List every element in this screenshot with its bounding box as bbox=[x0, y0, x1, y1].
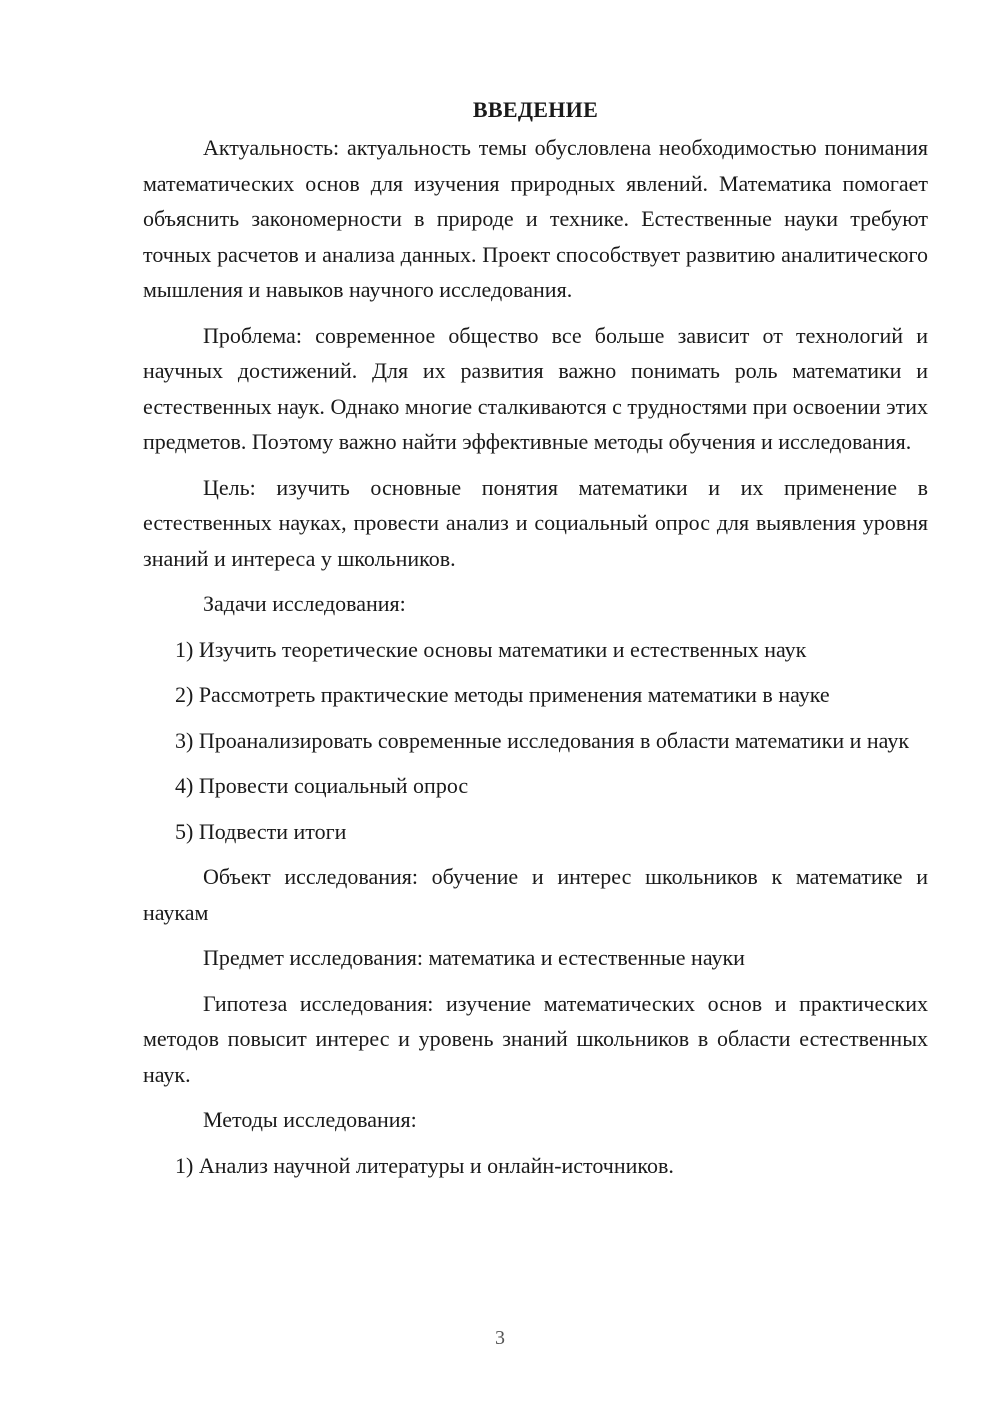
goal-paragraph: Цель: изучить основные понятия математики и их применение в естественных науках, провести анализ и социальный опрос для выявления уровня знаний и интереса у школьников. bbox=[143, 474, 928, 571]
object-paragraph: Объект исследования: обучение и интерес школьников к математике и наукам bbox=[143, 864, 928, 925]
task-item-4: 4) Провести социальный опрос bbox=[175, 773, 469, 798]
relevance-paragraph: Актуальность: актуальность темы обусловлена необходимостью понимания математических основ для изучения природных явлений. Математика помогает объяснить закономерности в природе и технике. Естественные науки требуют точных расчетов и анализа данных. Проект способствует развитию аналитического мышления и навыков научного исследования. bbox=[143, 135, 928, 302]
task-item-1: 1) Изучить теоретические основы математики и естественных наук bbox=[175, 636, 807, 662]
document-page bbox=[143, 92, 928, 1193]
tasks-heading: Задачи исследования: bbox=[203, 591, 406, 616]
section-title: ВВЕДЕНИЕ bbox=[472, 97, 599, 122]
method-item-1: 1) Анализ научной литературы и онлайн-источников. bbox=[175, 1152, 674, 1178]
task-item-5: 5) Подвести итоги bbox=[175, 818, 347, 844]
subject-paragraph: Предмет исследования: математика и естественные науки bbox=[203, 945, 745, 970]
problem-paragraph: Проблема: современное общество все больше зависит от технологий и научных достижений. Для их развития важно понимать роль математики и естественных наук. Однако многие сталкиваются с трудностями при освоении этих предметов. Поэтому важно найти эффективные методы обучения и исследования. bbox=[143, 322, 928, 454]
task-item-3: 3) Проанализировать современные исследования в области математики и наук bbox=[175, 727, 910, 753]
hypothesis-paragraph: Гипотеза исследования: изучение математических основ и практических методов повысит интерес и уровень знаний школьников в области естественных наук. bbox=[143, 990, 928, 1087]
task-item-2: 2) Рассмотреть практические методы применения математики в науке bbox=[175, 682, 830, 707]
methods-heading: Методы исследования: bbox=[203, 1107, 417, 1132]
page-number: 3 bbox=[495, 1327, 505, 1349]
